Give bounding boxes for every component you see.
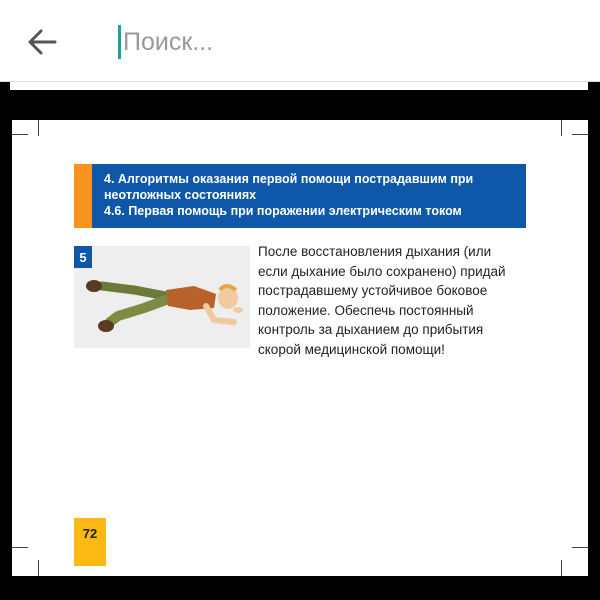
crop-mark <box>561 120 562 136</box>
search-box[interactable] <box>118 22 558 62</box>
header-line-2: неотложных состояниях <box>104 188 257 202</box>
instruction-text <box>258 242 520 359</box>
crop-mark <box>561 560 562 576</box>
step-number-badge: 5 <box>74 246 92 268</box>
crop-mark <box>572 547 588 548</box>
instruction-line: скорой медицинской помощи! <box>258 341 445 357</box>
instruction-line: контроль за дыханием до прибытия <box>258 322 484 337</box>
header-line-1: 4. Алгоритмы оказания первой помощи пострадавшим при <box>104 172 474 186</box>
instruction-line: После восстановления дыхания (или <box>258 244 492 259</box>
instruction-line: положение. Обеспечь постоянный <box>258 302 474 318</box>
document-page[interactable] <box>12 120 588 576</box>
crop-mark <box>572 134 588 135</box>
instruction-line: пострадавшему устойчивое боковое <box>258 283 488 298</box>
arrow-back-icon <box>27 29 57 55</box>
instruction-line: если дыхание было сохранено) придай <box>258 263 506 279</box>
section-header-text <box>104 171 524 219</box>
crop-mark <box>38 560 39 576</box>
recovery-position-illustration <box>74 246 250 348</box>
crop-mark <box>12 134 28 135</box>
crop-mark <box>38 120 39 136</box>
back-button[interactable] <box>22 24 62 60</box>
page-strip <box>10 82 588 90</box>
section-header-accent <box>74 164 92 228</box>
recovery-position-figure <box>74 246 250 348</box>
search-toolbar <box>0 0 600 82</box>
search-input[interactable] <box>123 23 543 61</box>
crop-mark <box>12 547 28 548</box>
header-line-3: 4.6. Первая помощь при поражении электрическим током <box>104 204 462 218</box>
text-cursor <box>118 25 121 59</box>
page-number-badge: 72 <box>74 518 106 566</box>
